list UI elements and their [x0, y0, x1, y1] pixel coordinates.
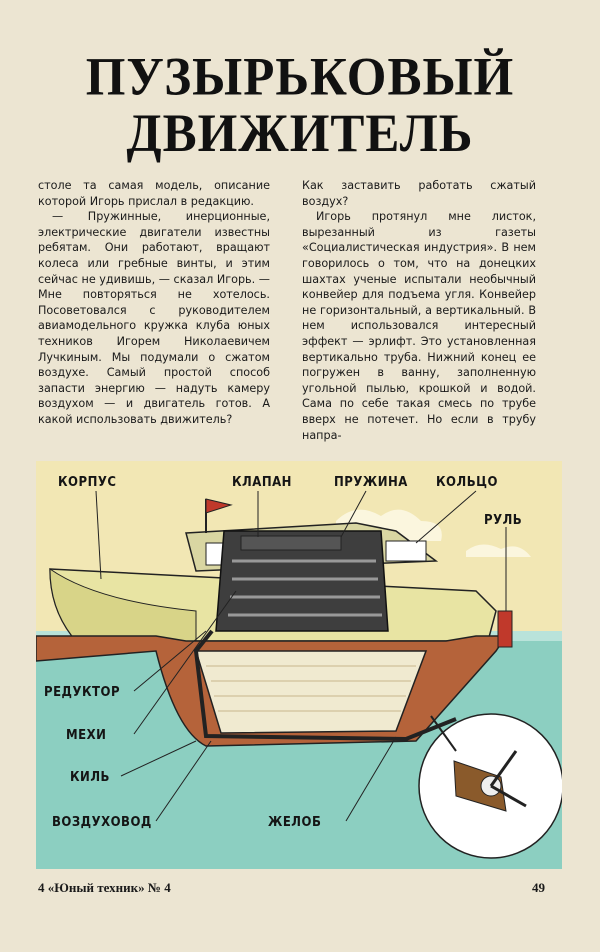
title-line-1: ПУЗЫРЬКОВЫЙ [85, 48, 515, 108]
label-koltso: КОЛЬЦО [436, 475, 498, 490]
paragraph: — Пружинные, инерционные, электрические двигатели известны ребятам. Они работают, вращают колеса или гребные винты, и этим сейчас не удивишь, — сказал Игорь. — Мне повторяться не хотелось. Посоветовался с руководителем авиамодельного кружка клуба юных техников Игорем Николаевичем Лучкиным. Мы подумали о сжатом воздухе. Самый простой способ запасти энергию — надуть камеру воздухом — и двигатель готов. А какой использовать движитель? [38, 210, 270, 426]
text-column-right [302, 178, 536, 443]
boat-cutaway-illustration [36, 461, 562, 869]
rudder [498, 611, 512, 647]
paragraph: Игорь протянул мне листок, вырезанный из газеты «Социалистическая индустрия». В нем говорилось о том, что на донецких шахтах ученые испытали необычный конвейер для подъема угля. Конвейер не горизонтальный, а вертикальный. В нем использовался интересный эффект — эрлифт. Это установленная вертикально труба. Нижний конец ее погружен в ванну, заполненную угольной пылью, крошкой и водой. Сама по себе такая смесь по трубе вверх не потечет. Но если в трубу напра- [302, 210, 536, 442]
article-title [40, 49, 560, 162]
footer-magazine: 4 «Юный техник» № 4 [38, 880, 171, 895]
label-klapan: КЛАПАН [232, 475, 292, 490]
label-pruzhina: ПРУЖИНА [334, 475, 408, 490]
label-reduktor: РЕДУКТОР [44, 685, 121, 700]
label-vozdukhovod: ВОЗДУХОВОД [52, 815, 152, 830]
label-rul: РУЛЬ [484, 513, 523, 528]
page-number: 49 [532, 880, 545, 895]
label-kil: КИЛЬ [70, 770, 110, 785]
text-column-left [38, 178, 270, 428]
paragraph: Как заставить работать сжатый воздух? [302, 179, 536, 208]
label-zhelob: ЖЕЛОБ [268, 815, 322, 830]
trough [196, 651, 426, 733]
title-line-2: ДВИЖИТЕЛЬ [126, 104, 474, 164]
label-korpus: КОРПУС [58, 475, 117, 490]
paragraph: столе та самая модель, описание которой Игорь прислал в редакцию. [38, 179, 270, 208]
label-mekhi: МЕХИ [66, 728, 107, 743]
